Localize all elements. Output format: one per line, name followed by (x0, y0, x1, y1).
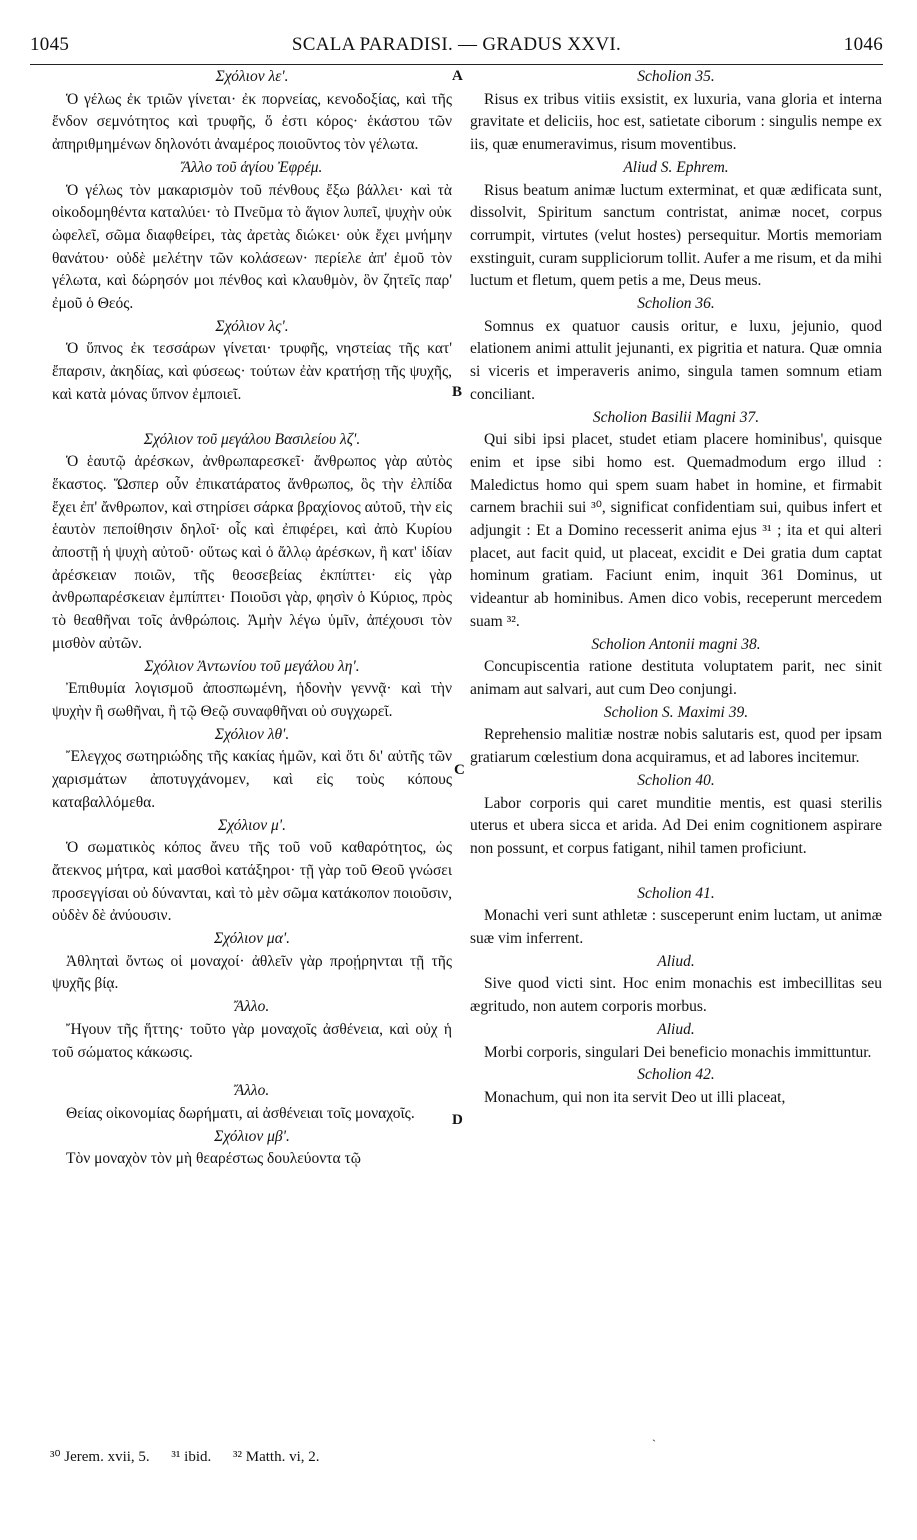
scholion-heading: Scholion 42. (637, 1066, 715, 1084)
scholion-heading: Aliud. (657, 1020, 695, 1038)
scholion-paragraph: Ἐπιθυμία λογισμοῦ ἀποσπωμένη, ἡδονὴν γεννᾷ· καὶ τὴν ψυχὴν ἢ σωθῆναι, ἢ τῷ Θεῷ συναφθῆναι οὐ συγχωρεῖ. (52, 680, 452, 720)
scholion-heading: Scholion Basilii Magni 37. (592, 408, 760, 426)
scholion-paragraph: Concupiscentia ratione destituta voluptatem parit, nec sinit animam aut salvari, aut cum Deo conjungi. (470, 658, 882, 698)
scholion-heading: Σχόλιον μ'. (218, 816, 286, 834)
scholion-paragraph: Ἤγουν τῆς ἥττης· τοῦτο γὰρ μοναχοῖς ἀσθένεια, καὶ οὐχ ἡ τοῦ σώματος κάκωσις. (52, 1020, 452, 1061)
scholion-paragraph: Monachi veri sunt athletæ : susceperunt enim luctam, ut animæ suæ vim inferrent. (470, 907, 882, 948)
page-number-right: 1046 (843, 34, 883, 55)
scholion-paragraph: Sive quod victi sint. Hoc enim monachis est imbecillitas seu ægritudo, non autem corporis morbus. (470, 975, 882, 1016)
running-header (30, 34, 883, 64)
scholion-paragraph: Ὁ ὕπνος ἐκ τεσσάρων γίνεται· τρυφῆς, νηστείας τῆς κατ' ἔπαρσιν, ἀκηδίας, καὶ φύσεως· τούτων ἐὰν κρατήσῃ τῆς ψυχῆς, καὶ κατὰ μόνας ὕπνον ἐμποιεῖ. (52, 340, 452, 403)
scholion-heading: Scholion 41. (637, 884, 715, 902)
footnote-3: ³² Matth. vi, 2. (233, 1449, 320, 1465)
scholion-paragraph: Τὸν μοναχὸν τὸν μὴ θεαρέστως δουλεύοντα τῷ (66, 1150, 361, 1168)
scholion-paragraph: Ἔλεγχος σωτηριώδης τῆς κακίας ἡμῶν, καὶ ὅτι δι' αὐτῆς τῶν χαρισμάτων ἀποτυγχάνομεν, καὶ εἰς τοὺς κόπους καταβαλλόμεθα. (52, 748, 452, 811)
scholion-paragraph: Qui sibi ipsi placet, studet etiam placere hominibus', quisque enim et ipse sibi homo est. Quemadmodum ergo illud : Maledictus homo qui spem suam habet in homine, et firmabit carnem brachii sui ³⁰, significat confidentiam sui, quibus infert et adjungit : Et a Domino recesserit anima ejus ³¹ ; ita et qui alteri placet, aut facit quid, ut placeat, excidit e Dei gratia dum captat hominum gratiam. Faciunt enim, inquit 361 Dominus, ut videantur ab hominibus. Amen dico vobis, receperunt mercedem suam ³². (470, 431, 882, 630)
scholion-heading: Σχόλιον λε'. (215, 68, 289, 85)
footnote-2: ³¹ ibid. (171, 1449, 212, 1465)
scholion-paragraph: Ἀθληταὶ ὄντως οἱ μοναχοί· ἀθλεῖν γὰρ προῄρηνται τῇ τῆς ψυχῆς βίᾳ. (52, 952, 452, 993)
scholion-paragraph: Ὁ γέλως τὸν μακαρισμὸν τοῦ πένθους ἔξω βάλλει· καὶ τὰ οἰκοδομηθέντα καταλύει· τὸ Πνεῦμα τὸ ἅγιον λυπεῖ, ψυχὴν οὐκ ὠφελεῖ, σῶμα διαφθείρει, τὰς ἀρετὰς διώκει· οὐκ ἔχει μνήμην θανάτου· οὐδὲ μελέτην τῶν κολάσεων· περίελε ἀπ' ἐμοῦ τὸν γέλωτα, καὶ δώρησόν μοι πένθος καὶ κλαυθμὸν, ὃν ζητεῖς παρ' ἐμοῦ ὁ Θεός. (52, 181, 452, 313)
latin-column (470, 66, 882, 1110)
stray-mark: ˏ (652, 1428, 656, 1442)
scholion-paragraph: Risus beatum animæ luctum exterminat, et quæ ædificata sunt, dissolvit, Spiritum sanctum contristat, animæ nocet, corpus corrumpit, virtutes (velut hostes) persequitur. Mortis memoriam exstinguit, curam suppliciorum tollit. Aufer a me risum, et da mihi luctum et fletum, quem petis a me, Deus meus. (470, 181, 882, 290)
scholion-paragraph: Somnus ex quatuor causis oritur, e luxu, jejunio, quod elationem animi attulit jejunanti, ex pigritia et natura. Quæ omnia si viceris et imperaveris animo, singula tamen somnum etiam conciliant. (470, 317, 882, 403)
scholion-heading: Σχόλιον λθ'. (214, 725, 290, 743)
header-rule (30, 64, 883, 65)
margin-letter-b: B (452, 384, 463, 400)
margin-letter-a: A (452, 68, 463, 84)
page-number-left: 1045 (30, 34, 70, 55)
scholion-paragraph: Morbi corporis, singulari Dei beneficio monachis immittuntur. (484, 1043, 872, 1061)
scholion-heading: Σχόλιον Ἀντωνίου τοῦ μεγάλου λη'. (144, 657, 360, 675)
scholion-heading: Ἄλλο. (234, 1082, 270, 1100)
scholion-paragraph: Monachum, qui non ita servit Deo ut illi placeat, (484, 1088, 786, 1106)
scholion-heading: Σχόλιον μβ'. (214, 1127, 290, 1145)
scholion-heading: Ἄλλο τοῦ ἁγίου Ἐφρέμ. (181, 158, 323, 176)
margin-letter-d: D (452, 1112, 463, 1128)
running-title: SCALA PARADISI. — GRADUS XXVI. (291, 34, 622, 55)
scholion-heading: Σχόλιον λς'. (215, 317, 289, 335)
scholion-heading: Aliud. (657, 952, 695, 970)
section-spacer (52, 407, 452, 429)
scholion-heading: Σχόλιον μα'. (213, 930, 291, 948)
scholion-paragraph: Θείας οἰκονομίας δωρήματι, αἱ ἀσθένειαι τοῖς μοναχοῖς. (66, 1104, 415, 1122)
scholion-heading: Aliud S. Ephrem. (623, 158, 729, 176)
scholion-paragraph: Ὁ ἑαυτῷ ἀρέσκων, ἀνθρωπαρεσκεῖ· ἄνθρωπος γὰρ αὐτὸς ἕκαστος. Ὥσπερ οὖν ἐπικατάρατος ἄνθρωπος, ὃς τὴν ἐλπίδα ἔχει ἐπ' ἄνθρωπον, καὶ στηρίσει σάρκα βραχίονος αὐτοῦ, τὴν εἰς ἑαυτὸν πεποίθησιν δηλοῖ· οἷς καὶ ἐπιφέρει, καὶ ἀπὸ Κυρίου ἀποστῇ ἡ ψυχὴ αὐτοῦ· οὕτως καὶ ὁ ἄλλῳ ἀρέσκων, ἢ κατ' ἰδίαν ἀρέσκειαν ποιῶν, τῆς θεοσεβείας ἐκπίπτει· εἰς γὰρ ἀνθρωπαρέσκειαν ἐμπίπτει· Ποιοῦσι γὰρ, φησὶν ὁ Κύριος, πρὸς τὸ θεαθῆναι τοῖς ἀνθρώποις. Ἀμὴν λέγω ὑμῖν, ἀπέχουσι τὸν μισθὸν αὐτῶν. (52, 453, 452, 652)
scholion-paragraph: Reprehensio malitiæ nostræ nobis salutaris est, quod per ipsam gratiarum cœlestium dona acquiramus, et ad labores incitemur. (470, 726, 882, 767)
scholion-paragraph: Ὁ γέλως ἐκ τριῶν γίνεται· ἐκ πορνείας, κενοδοξίας, καὶ τῆς ἔνδον σεμνότητος καὶ τρυφῆς, ὅ ἐστι κόρος· ἑκάστου τῶν ἀπηριθμημένων δηλονότι ἀναμέρος ποιοῦντος τὸν γέλωτα. (52, 90, 452, 154)
scholion-heading: Ἄλλο. (234, 998, 270, 1016)
scholion-heading: Σχόλιον τοῦ μεγάλου Βασιλείου λζ'. (143, 430, 361, 448)
scholion-heading: Scholion 40. (637, 771, 715, 789)
greek-column (52, 66, 452, 1171)
footnotes (50, 1447, 338, 1466)
section-spacer (52, 1064, 452, 1080)
footnote-1: ³⁰ Jerem. xvii, 5. (50, 1449, 150, 1465)
scholion-heading: Scholion 35. (637, 68, 715, 85)
margin-letter-c: C (454, 762, 465, 778)
scholion-paragraph: Risus ex tribus vitiis exsistit, ex luxuria, vana gloria et interna gravitate et deliciis, hoc est, satietate ciborum : singulis nempe ex iis, quæ enumeravimus, risum moventibus. (470, 90, 882, 154)
scholion-heading: Scholion S. Maximi 39. (603, 703, 749, 721)
section-spacer (470, 861, 882, 883)
scholion-heading: Scholion 36. (637, 295, 715, 313)
scholion-heading: Scholion Antonii magni 38. (591, 635, 761, 653)
scholion-paragraph: Labor corporis qui caret munditie mentis, est quasi sterilis uterus et ubera sicca et arida. Ad Dei enim cognitionem aspirare non possunt, et corpus fatigant, nihil tamen proficiunt. (470, 794, 882, 857)
scholion-paragraph: Ὁ σωματικὸς κόπος ἄνευ τῆς τοῦ νοῦ καθαρότητος, ὡς ἄτεκνος μήτρα, καὶ μασθοὶ κατάξηροι· τῇ γὰρ τοῦ Θεοῦ γνώσει προσεγγίσαι οὐ δύνανται, καὶ τὸ μὲν σῶμα κατάκοπον ποιοῦσιν, οὐδὲν δὲ ἀνύουσιν. (52, 839, 452, 925)
